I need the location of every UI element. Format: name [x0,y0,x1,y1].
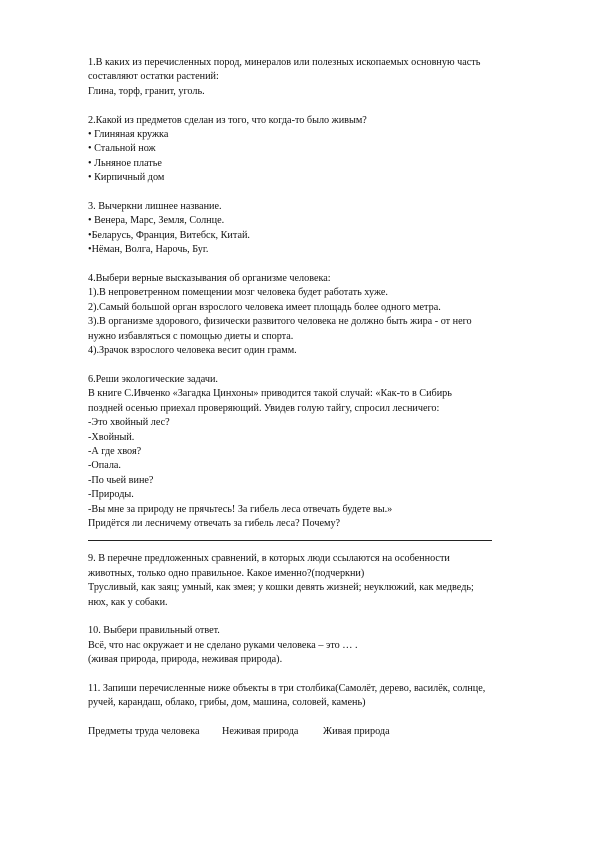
question-10 [88,624,558,667]
question-11 [88,682,558,711]
question-2-item: • Кирпичный дом [88,172,165,184]
worksheet [88,56,558,740]
question-6-line: поздней осенью приехал проверяющий. Увидев голую тайгу, спросил лесничего: [88,402,440,414]
question-3-item: •Беларусь, Франция, Витебск, Китай. [88,229,250,241]
question-4-item: 3).В организме здорового, физически развитого человека не должно быть жира - от него [88,316,472,328]
question-2-item: • Глиняная кружка [88,129,169,141]
question-9-line: нюх, как у собаки. [88,596,168,608]
column-header-tools: Предметы труда человека [88,726,200,738]
question-9-line: животных, только одно правильное. Какое именно?(подчеркни) [88,567,365,579]
question-2-title: 2.Какой из предметов сделан из того, что когда-то было живым? [88,114,367,126]
question-6-line: -Опала. [88,460,121,472]
answer-line[interactable] [88,540,492,541]
question-4-item: 4).Зрачок взрослого человека весит один грамм. [88,345,297,357]
question-6 [88,373,558,541]
question-1 [88,56,558,99]
question-3 [88,200,558,258]
question-6-line: В книге С.Ивченко «Загадка Цинхоны» приводится такой случай: «Как-то в Сибирь [88,388,452,400]
question-2-item: • Льняное платье [88,157,162,169]
question-9-line: 9. В перечне предложенных сравнений, в которых люди ссылаются на особенности [88,553,450,565]
column-header-nonliving: Неживая природа [222,726,299,738]
question-9-line: Трусливый, как заяц; умный, как змея; у кошки девять жизней; неуклюжий, как медведь; [88,582,474,594]
question-11-line: 11. Запиши перечисленные ниже объекты в три столбика(Самолёт, дерево, василёк, солнце, [88,682,486,694]
question-6-line: -По чьей вине? [88,474,154,486]
question-3-item: •Нёман, Волга, Нарочь, Буг. [88,244,209,256]
column-headers [88,725,558,739]
question-4 [88,272,558,358]
question-4-item: 2).Самый большой орган взрослого человека имеет площадь более одного метра. [88,301,441,313]
question-6-line: -А где хвоя? [88,445,142,457]
question-1-options: Глина, торф, гранит, уголь. [88,85,205,97]
question-6-line: -Природы. [88,489,134,501]
question-3-item: • Венера, Марс, Земля, Солнце. [88,215,225,227]
question-6-question: Придётся ли лесничему отвечать за гибель леса? Почему? [88,517,341,529]
question-4-title: 4.Выбери верные высказывания об организме человека: [88,273,331,285]
question-4-item: нужно избавляться с помощью диеты и спорта. [88,330,294,342]
question-10-line: Всё, что нас окружает и не сделано руками человека – это … . [88,639,358,651]
column-header-living: Живая природа [322,726,390,738]
question-1-line: составляют остатки растений: [88,71,219,83]
question-4-item: 1).В непроветренном помещении мозг человека будет работать хуже. [88,287,388,299]
question-1-line: 1.В каких из перечисленных пород, минералов или полезных ископаемых основную часть [88,57,481,68]
question-6-line: -Вы мне за природу не прячьтесь! За гибель леса отвечать будете вы.» [88,503,393,515]
question-6-line: -Хвойный. [88,431,135,443]
question-6-title: 6.Реши экологические задачи. [88,373,218,385]
question-10-line: 10. Выбери правильный ответ. [88,625,220,637]
question-11-line: ручей, карандаш, облако, грибы, дом, машина, соловей, камень) [88,697,366,709]
question-10-line: (живая природа, природа, неживая природа). [88,654,283,666]
question-2 [88,114,558,186]
question-9 [88,552,558,610]
question-3-title: 3. Вычеркни лишнее название. [88,201,222,213]
question-2-item: • Стальной нож [88,143,156,155]
question-6-line: -Это хвойный лес? [88,417,170,429]
